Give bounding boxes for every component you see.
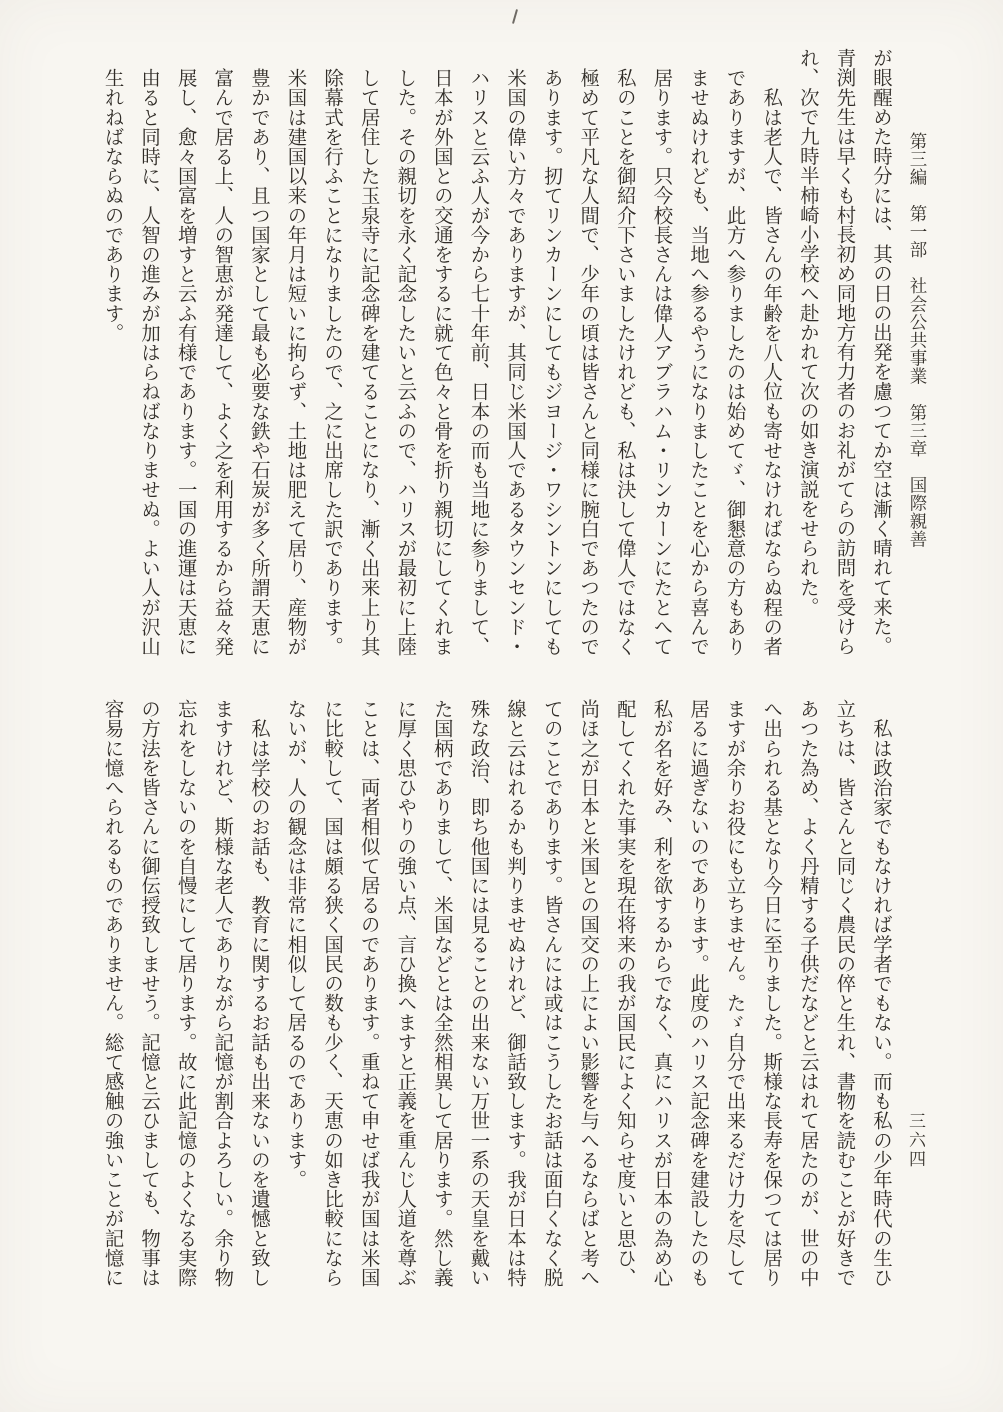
text-column: した。その親切を永く記念したいと云ふので、ハリスが最初に上陸 xyxy=(394,67,416,656)
text-column: 線と云はれるかも判りませぬけれど、御話致します。我が日本は特 xyxy=(504,699,526,1287)
text-column: ことは、両者相似て居るのであります。重ねて申せば我が国は米国 xyxy=(357,699,379,1287)
text-column: あります。扨てリンカーンにしてもジヨージ・ワシントンにしても xyxy=(540,67,562,656)
text-column: 居ります。只今校長さんは偉人アブラハム・リンカーンにたとへて xyxy=(650,67,672,656)
scan-speck-mark xyxy=(512,9,518,24)
text-column: 尚ほ之が日本と米国との国交の上によい影響を与へるならばと考へ xyxy=(577,699,599,1287)
text-column: へ出られる基となり今日に至りました。斯様な長寿を保つては居り xyxy=(760,699,782,1287)
text-column: の方法を皆さんに御伝授致しませう。記憶と云ひましても、物事は xyxy=(138,699,160,1287)
text-column: 日本が外国との交通をするに就て色々と骨を折り親切にしてくれま xyxy=(430,67,452,656)
text-block-bottom xyxy=(86,699,898,1305)
text-column: あつた為め、よく丹精する子供だなどと云はれて居たのが、世の中 xyxy=(796,699,818,1287)
text-column: てのことであります。皆さんには或はこうしたお話は面白くなく脱 xyxy=(540,699,562,1287)
text-column: 配してくれた事実を現在将来の我が国民によく知らせ度いと思ひ、 xyxy=(613,699,635,1287)
text-column: 除幕式を行ふことになりましたので、之に出席した訳であります。 xyxy=(321,67,343,656)
text-column: 容易に憶へられるものでありません。総て感触の強いことが記憶に xyxy=(101,699,123,1287)
text-column: 居るに過ぎないのであります。此度のハリス記念碑を建設したのも xyxy=(687,699,709,1287)
text-column: 豊かであり、且つ国家として最も必要な鉄や石炭が多く所謂天恵に xyxy=(247,67,269,656)
text-column: ますが余りお役にも立ちません。たゞ自分で出来るだけ力を尽して xyxy=(723,699,745,1287)
text-column: ないが、人の観念は非常に相似して居るのであります。 xyxy=(284,699,306,1189)
text-column: に厚く思ひやりの強い点、言ひ換へますと正義を重んじ人道を尊ぶ xyxy=(394,699,416,1287)
text-column: 立ちは、皆さんと同じく農民の倅と生れ、書物を読むことが好きで xyxy=(833,699,855,1287)
running-header: 第三編 第一部 社会公共事業 第三章 国際親善 xyxy=(908,132,928,549)
text-column: ますけれど、斯様な老人でありながら記憶が割合よろしい。余り物 xyxy=(211,699,233,1287)
text-column: 殊な政治、即ち他国には見ることの出来ない万世一系の天皇を戴い xyxy=(467,699,489,1287)
text-column: して居住した玉泉寺に記念碑を建てることになり、漸く出来上り其 xyxy=(357,67,379,656)
text-block-top xyxy=(86,48,898,670)
text-column: 由ると同時に、人智の進みが加はらねばなりませぬ。よい人が沢山 xyxy=(138,67,160,656)
text-column: 生れねばならぬのであります。 xyxy=(101,67,123,343)
text-column: 私は政治家でもなければ学者でもない。而も私の少年時代の生ひ xyxy=(870,699,891,1287)
text-column: 青渕先生は早くも村長初め同地方有力者のお礼がてらの訪問を受けら xyxy=(833,48,855,656)
text-column: 私のことを御紹介下さいましたけれども、私は決して偉人ではなく xyxy=(613,67,635,656)
page-number: 三六四 xyxy=(906,1112,925,1169)
text-column: 忘れをしないのを自慢にして居ります。故に此記憶のよくなる実際 xyxy=(174,699,196,1287)
text-column: 私は学校のお話も、教育に関するお話も出来ないのを遺憾と致し xyxy=(247,699,269,1287)
text-column: でありますが、此方へ参りましたのは始めてゞ、御懇意の方もあり xyxy=(723,67,745,656)
text-column: が眼醒めた時分には、其の日の出発を慮つてか空は漸く晴れて来た。 xyxy=(870,48,891,656)
text-column: 極めて平凡な人間で、少年の頃は皆さんと同様に腕白であつたので xyxy=(577,67,599,656)
text-column: ませぬけれども、当地へ参るやうになりましたことを心から喜んで xyxy=(687,67,709,656)
text-column: ハリスと云ふ人が今から七十年前、日本の而も当地に参りまして、 xyxy=(467,67,489,656)
text-column: 富んで居る上、人の智恵が発達して、よく之を利用するから益々発 xyxy=(211,67,233,656)
text-column: に比較して、国は頗る狭く国民の数も少く、天恵の如き比較になら xyxy=(321,699,343,1287)
text-column: 私は老人で、皆さんの年齢を八人位も寄せなければならぬ程の者 xyxy=(760,67,782,656)
text-column: た国柄でありまして、米国などとは全然相異して居ります。然し義 xyxy=(430,699,452,1287)
text-column: 米国の偉い方々でありますが、其同じ米国人であるタウンセンド・ xyxy=(504,67,526,656)
text-column: れ、次で九時半柿崎小学校へ赴かれて次の如き演説をせられた。 xyxy=(796,48,818,617)
text-column: 米国は建国以来の年月は短いに拘らず、土地は肥えて居り、産物が xyxy=(284,67,306,656)
text-column: 展し、愈々国富を増すと云ふ有様であります。一国の進運は天恵に xyxy=(174,67,196,656)
text-column: 私が名を好み、利を欲するからでなく、真にハリスが日本の為め心 xyxy=(650,699,672,1287)
